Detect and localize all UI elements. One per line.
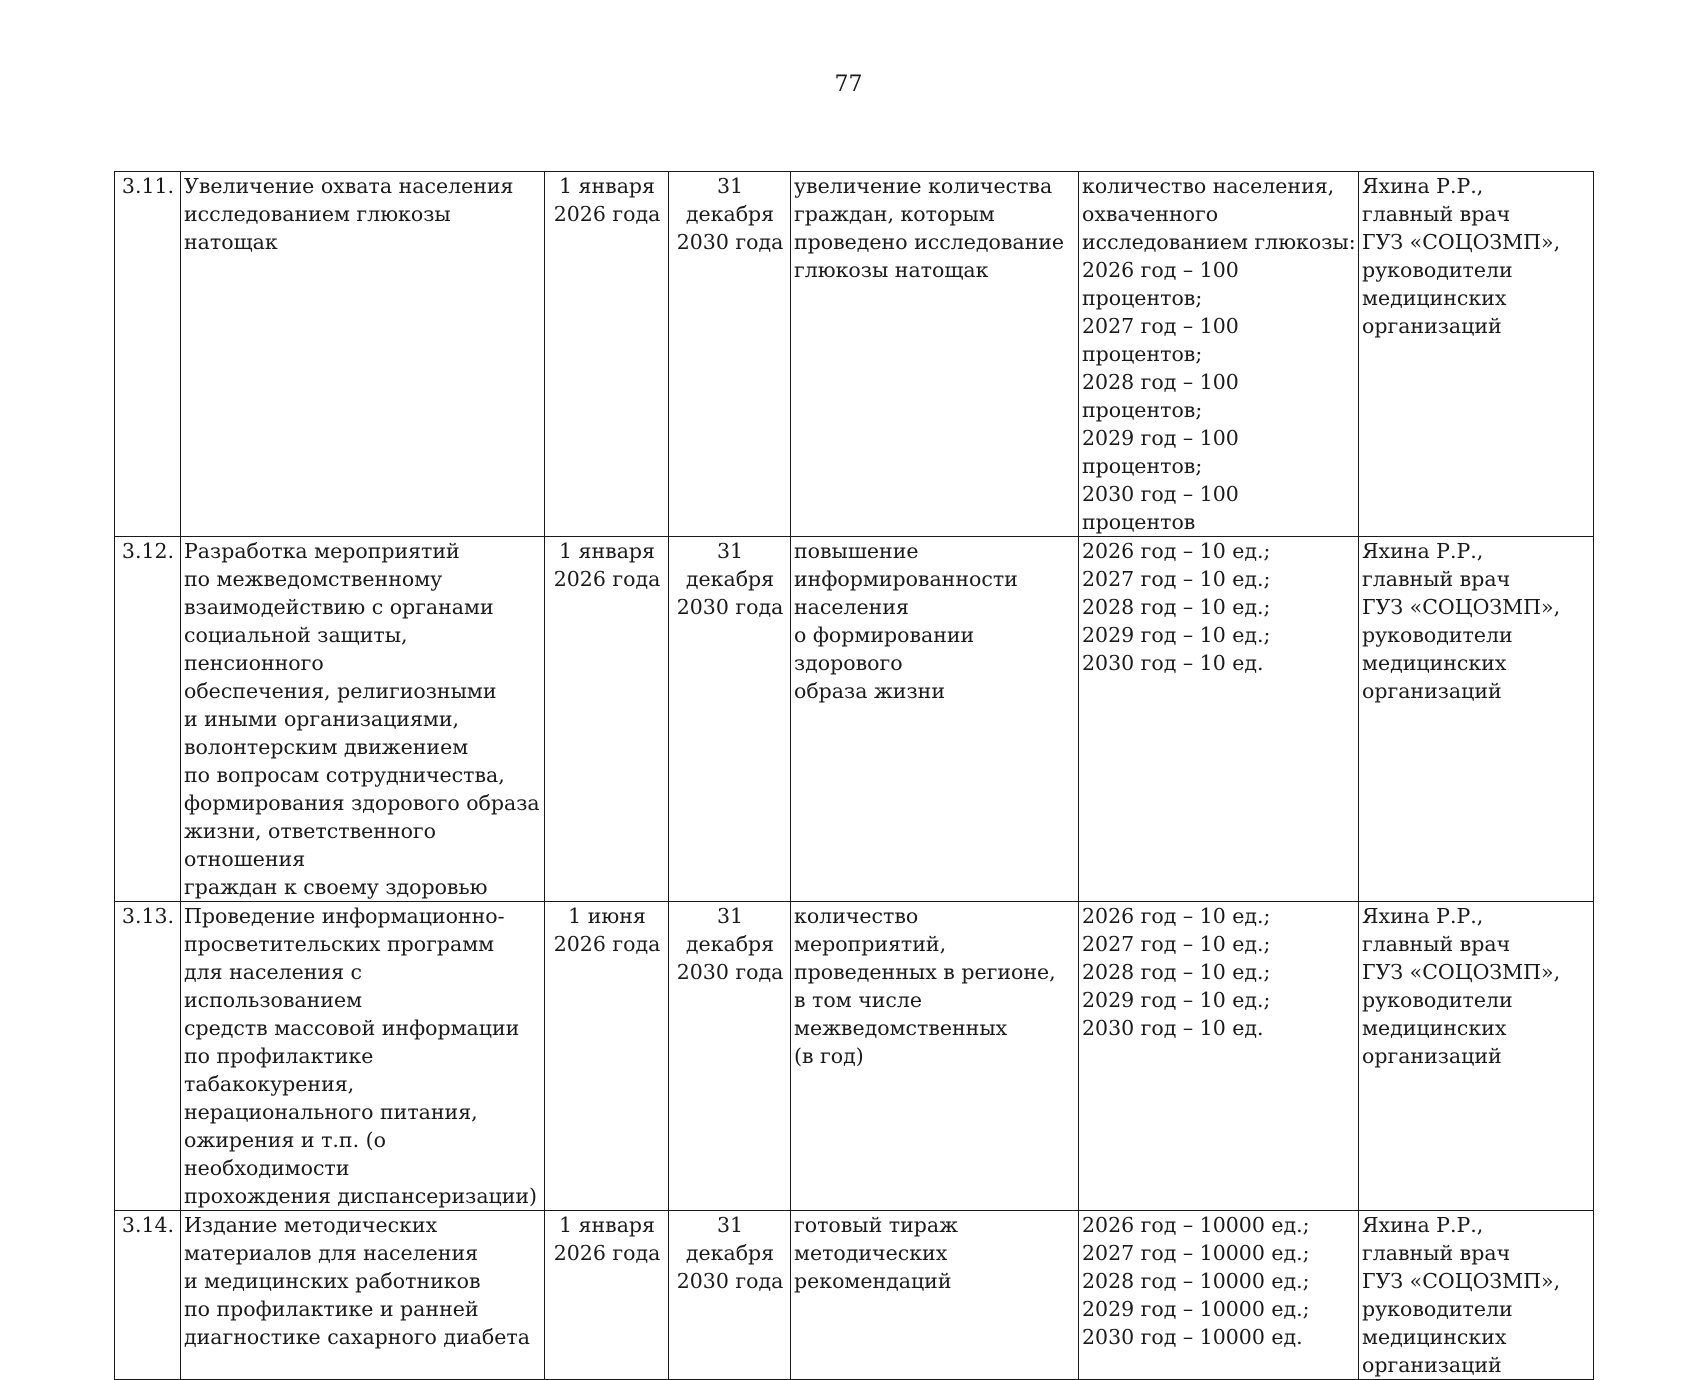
expected-result: количество мероприятий, проведенных в регионе, в том числе межведомственных (в год)	[791, 902, 1079, 1211]
activity-name: Разработка мероприятий по межведомственному взаимодействию с органами социальной защиты, пенсионного обеспечения, религиозными и иными организациями, волонтерским движением по вопросам сотрудничества, формирования здорового образа жизни, ответственного отношения граждан к своему здоровью	[181, 537, 545, 902]
responsible-persons: Яхина Р.Р., главный врач ГУЗ «СОЦОЗМП», руководители медицинских организаций	[1359, 1211, 1594, 1380]
target-indicator: 2026 год – 10 ед.; 2027 год – 10 ед.; 2028 год – 10 ед.; 2029 год – 10 ед.; 2030 год – 10 ед.	[1079, 902, 1359, 1211]
target-indicator: количество населения, охваченного исследованием глюкозы: 2026 год – 100 процентов; 2027 год – 100 процентов; 2028 год – 100 процентов; 2029 год – 100 процентов; 2030 год – 100 процентов	[1079, 172, 1359, 537]
target-indicator: 2026 год – 10 ед.; 2027 год – 10 ед.; 2028 год – 10 ед.; 2029 год – 10 ед.; 2030 год – 10 ед.	[1079, 537, 1359, 902]
expected-result: готовый тираж методических рекомендаций	[791, 1211, 1079, 1380]
table-row	[115, 1211, 1594, 1380]
item-number: 3.11.	[115, 172, 181, 537]
expected-result: повышение информированности населения о формировании здорового образа жизни	[791, 537, 1079, 902]
responsible-persons: Яхина Р.Р., главный врач ГУЗ «СОЦОЗМП», руководители медицинских организаций	[1359, 537, 1594, 902]
end-date: 31 декабря 2030 года	[669, 1211, 791, 1380]
activity-name: Проведение информационно- просветительских программ для населения с использованием средств массовой информации по профилактике табакокурения, нерационального питания, ожирения и т.п. (о необходимости прохождения диспансеризации)	[181, 902, 545, 1211]
table-row	[115, 902, 1594, 1211]
page-number: 77	[834, 72, 863, 97]
end-date: 31 декабря 2030 года	[669, 902, 791, 1211]
table-row	[115, 172, 1594, 537]
target-indicator: 2026 год – 10000 ед.; 2027 год – 10000 ед.; 2028 год – 10000 ед.; 2029 год – 10000 ед.; 2030 год – 10000 ед.	[1079, 1211, 1359, 1380]
end-date: 31 декабря 2030 года	[669, 172, 791, 537]
end-date: 31 декабря 2030 года	[669, 537, 791, 902]
start-date: 1 января 2026 года	[545, 537, 669, 902]
responsible-persons: Яхина Р.Р., главный врач ГУЗ «СОЦОЗМП», руководители медицинских организаций	[1359, 172, 1594, 537]
activity-name: Увеличение охвата населения исследованием глюкозы натощак	[181, 172, 545, 537]
table-row	[115, 537, 1594, 902]
responsible-persons: Яхина Р.Р., главный врач ГУЗ «СОЦОЗМП», руководители медицинских организаций	[1359, 902, 1594, 1211]
item-number: 3.12.	[115, 537, 181, 902]
item-number: 3.14.	[115, 1211, 181, 1380]
expected-result: увеличение количества граждан, которым проведено исследование глюкозы натощак	[791, 172, 1079, 537]
start-date: 1 января 2026 года	[545, 1211, 669, 1380]
activity-plan-table	[114, 171, 1594, 1380]
item-number: 3.13.	[115, 902, 181, 1211]
activity-name: Издание методических материалов для населения и медицинских работников по профилактике и ранней диагностике сахарного диабета	[181, 1211, 545, 1380]
start-date: 1 июня 2026 года	[545, 902, 669, 1211]
start-date: 1 января 2026 года	[545, 172, 669, 537]
